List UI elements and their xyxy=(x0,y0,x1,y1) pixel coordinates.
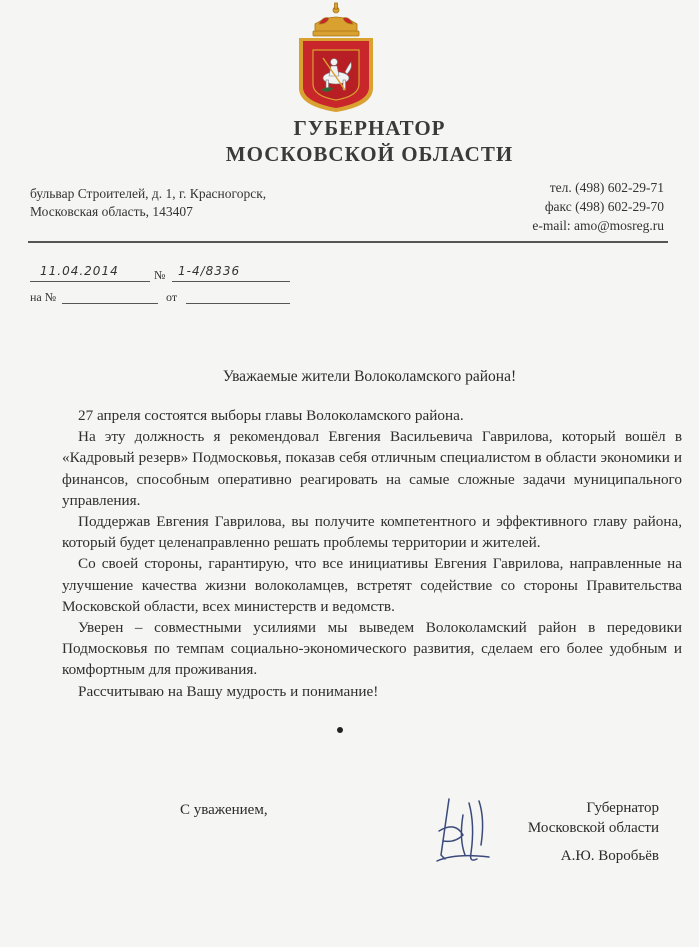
issuer-region: МОСКОВСКОЙ ОБЛАСТИ xyxy=(225,142,514,166)
ref-underline xyxy=(62,303,158,304)
signer-region: Московской области xyxy=(527,820,659,836)
address-line-2: Московская область, 143407 xyxy=(30,204,193,219)
address-line-1: бульвар Строителей, д. 1, г. Красногорск, xyxy=(30,186,267,201)
paragraph: На эту должность я рекомендовал Евгения Васильевича Гаврилова, который вошёл в «Кадровый резерв» Подмосковья, показав себя отличным специалистом в области экономики и финансов, способным оперативно реагировать на самые сложные задачи муниципального управления. xyxy=(62,428,682,509)
paragraph: 27 апреля состоятся выборы главы Волоколамского района. xyxy=(78,407,464,424)
signer-title: Губернатор xyxy=(586,800,659,816)
header-divider xyxy=(28,241,668,243)
paragraph: Поддержав Евгения Гаврилова, вы получите компетентного и эффективного главу района, который будет целенаправленно решать проблемы территории и жителей. xyxy=(62,513,682,552)
email: e-mail: amo@mosreg.ru xyxy=(532,218,664,233)
ink-dot xyxy=(337,727,343,733)
phone: тел. (498) 602-29-71 xyxy=(549,180,664,195)
signer-name: А.Ю. Воробьёв xyxy=(560,848,659,864)
fax: факс (498) 602-29-70 xyxy=(544,199,664,214)
paragraph: Рассчитываю на Вашу мудрость и понимание! xyxy=(78,682,379,700)
salutation: Уважаемые жители Волоколамского района! xyxy=(222,368,517,385)
closing: С уважением, xyxy=(180,802,268,818)
moscow-oblast-emblem xyxy=(293,2,379,114)
registration-date: 11.04.2014 xyxy=(40,264,119,278)
handwritten-signature xyxy=(435,795,495,867)
issuer-title: ГУБЕРНАТОР xyxy=(293,116,446,140)
number-underline xyxy=(172,281,290,282)
from-label: от xyxy=(166,290,178,304)
date-underline xyxy=(30,281,150,282)
ref-label: на № xyxy=(30,290,57,304)
number-label: № xyxy=(154,268,166,282)
from-underline xyxy=(186,303,290,304)
paragraph: Со своей стороны, гарантирую, что все инициативы Евгения Гаврилова, направленные на улучшение качества жизни волоколамцев, встретят содействие со стороны Правительства Московской области, всех министерств и ведомств. xyxy=(62,555,682,615)
letter-body xyxy=(62,405,682,702)
paragraph: Уверен – совместными усилиями мы выведем Волоколамский район в передовики Подмосковья по темпам социально-экономического развития, сделаем его более удобным и комфортным для проживания. xyxy=(62,619,682,679)
registration-number: 1-4/8336 xyxy=(178,264,241,278)
